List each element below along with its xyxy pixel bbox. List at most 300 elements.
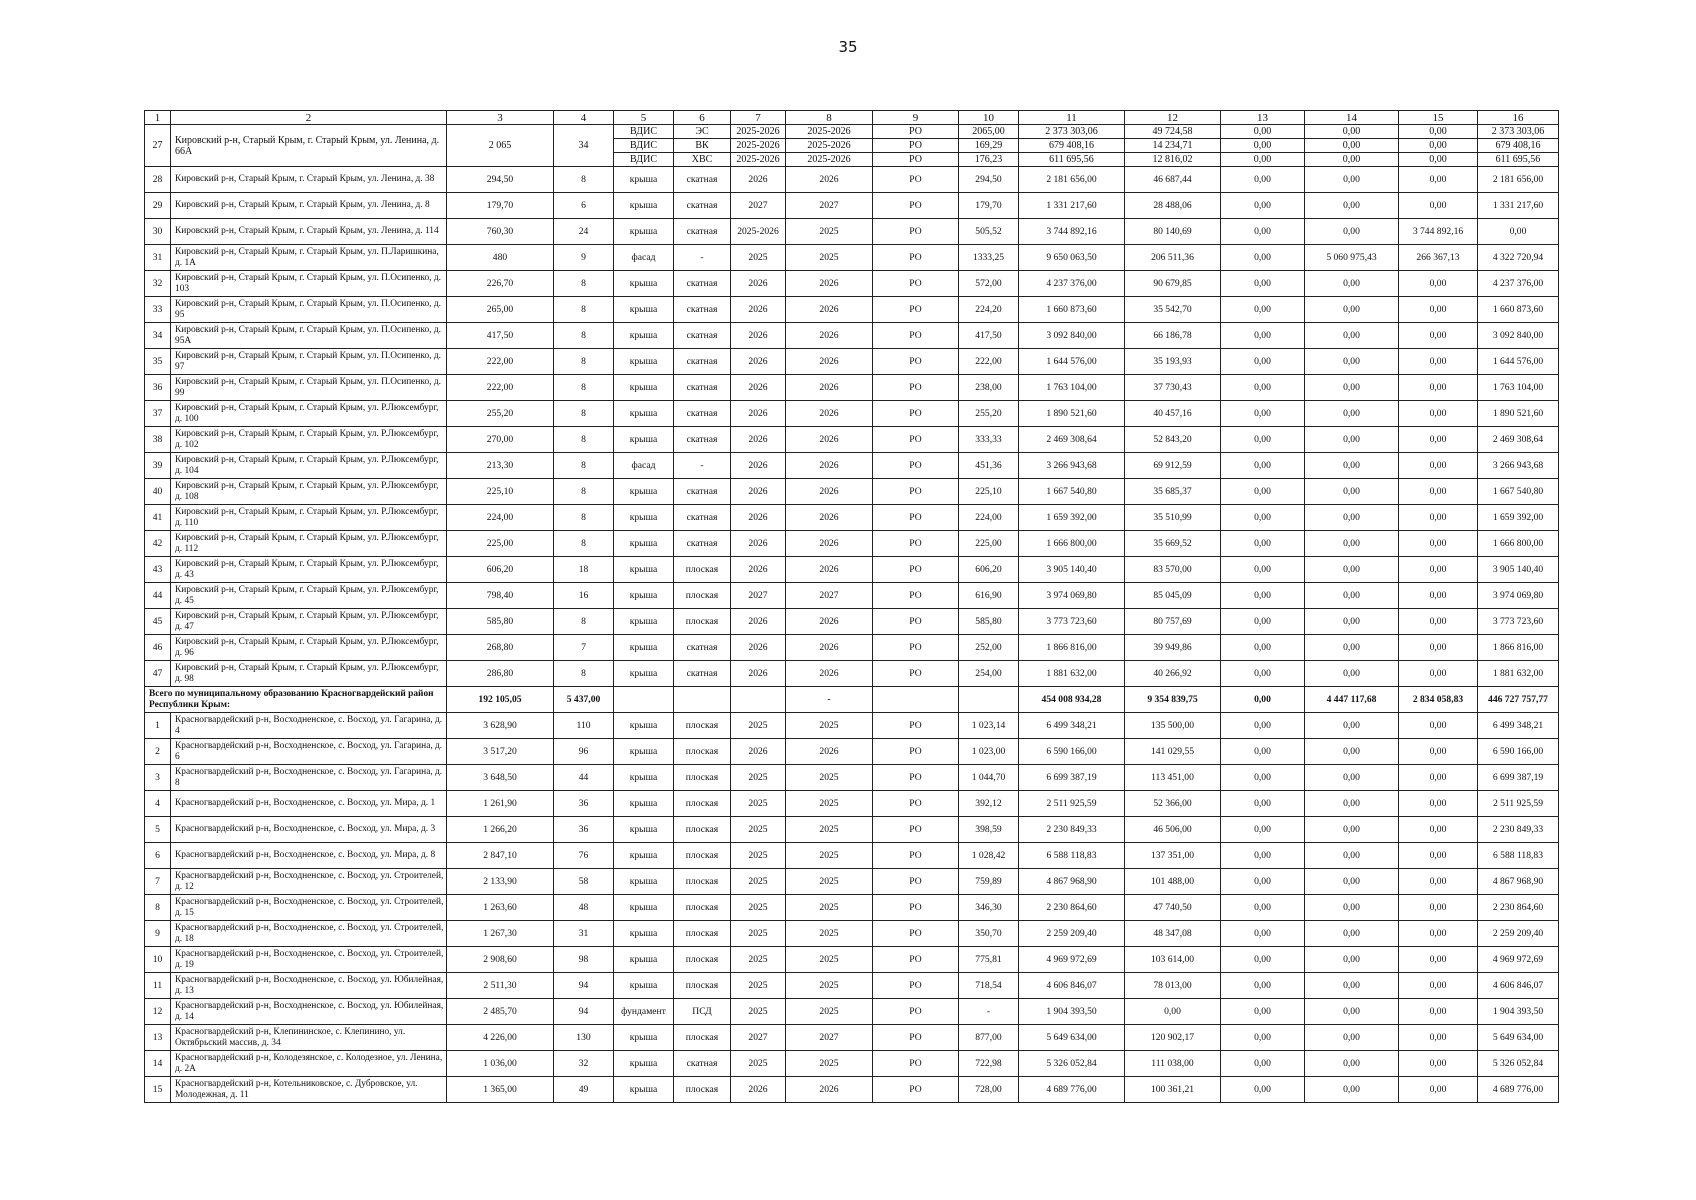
table-cell: 0,00 <box>1221 297 1305 323</box>
table-cell: 238,00 <box>959 375 1019 401</box>
total-cell <box>873 687 959 713</box>
table-cell: 350,70 <box>959 921 1019 947</box>
table-cell: 265,00 <box>447 297 554 323</box>
column-number: 1 <box>145 111 171 125</box>
table-cell: крыша <box>614 739 674 765</box>
total-cell: 0,00 <box>1221 687 1305 713</box>
table-cell: 0,00 <box>1305 219 1399 245</box>
column-number: 5 <box>614 111 674 125</box>
row-number: 35 <box>145 349 171 375</box>
table-cell: 5 326 052,84 <box>1478 1051 1559 1077</box>
table-cell: 2026 <box>786 609 873 635</box>
row-number: 36 <box>145 375 171 401</box>
table-cell: 80 757,69 <box>1125 609 1221 635</box>
table-cell: РО <box>873 297 959 323</box>
table-cell: 8 <box>554 661 614 687</box>
table-cell: 8 <box>554 505 614 531</box>
table-cell: 8 <box>554 323 614 349</box>
table-cell: 0,00 <box>1221 739 1305 765</box>
table-cell: РО <box>873 349 959 375</box>
table-row <box>145 843 1559 869</box>
table-cell: 0,00 <box>1305 765 1399 791</box>
table-cell: 3 517,20 <box>447 739 554 765</box>
table-cell: 4 322 720,94 <box>1478 245 1559 271</box>
table-cell: 4 969 972,69 <box>1019 947 1125 973</box>
address-cell: Красногвардейский р-н, Восходненское, с. Восход, ул. Строителей, д. 12 <box>171 869 447 895</box>
address-cell: Красногвардейский р-н, Восходненское, с. Восход, ул. Строителей, д. 15 <box>171 895 447 921</box>
table-cell: 0,00 <box>1221 583 1305 609</box>
table-cell: 417,50 <box>447 323 554 349</box>
table-cell: 1 036,00 <box>447 1051 554 1077</box>
table-cell: 2026 <box>731 427 786 453</box>
total-cell <box>614 687 674 713</box>
table-cell: 1 266,20 <box>447 817 554 843</box>
table-cell: 417,50 <box>959 323 1019 349</box>
row-number: 4 <box>145 791 171 817</box>
table-cell: 0,00 <box>1399 401 1478 427</box>
table-cell: 1 881 632,00 <box>1019 661 1125 687</box>
row-number: 42 <box>145 531 171 557</box>
table-cell: 254,00 <box>959 661 1019 687</box>
address-cell: Красногвардейский р-н, Восходненское, с. Восход, ул. Мира, д. 1 <box>171 791 447 817</box>
table-cell: 3 773 723,60 <box>1019 609 1125 635</box>
table-cell: 2026 <box>731 739 786 765</box>
table-cell: 0,00 <box>1399 531 1478 557</box>
table-cell: 0,00 <box>1399 921 1478 947</box>
table-cell: 451,36 <box>959 453 1019 479</box>
table-cell: РО <box>873 661 959 687</box>
table-cell: 0,00 <box>1399 375 1478 401</box>
table-cell: - <box>959 999 1019 1025</box>
table-cell: 2 259 209,40 <box>1019 921 1125 947</box>
table-cell: 255,20 <box>447 401 554 427</box>
table-cell: 8 <box>554 531 614 557</box>
table-cell: 0,00 <box>1399 973 1478 999</box>
table-cell: скатная <box>674 323 731 349</box>
table-cell: 0,00 <box>1305 125 1399 139</box>
table-cell: 6 590 166,00 <box>1019 739 1125 765</box>
table-cell: 0,00 <box>1305 323 1399 349</box>
table-row <box>145 427 1559 453</box>
table-cell: 0,00 <box>1399 167 1478 193</box>
table-row <box>145 947 1559 973</box>
table-cell: 1 365,00 <box>447 1077 554 1103</box>
table-cell: ВДИС <box>614 125 674 139</box>
table-cell: 2026 <box>731 1077 786 1103</box>
table-cell: - <box>674 245 731 271</box>
table-cell: РО <box>873 583 959 609</box>
table-cell: 398,59 <box>959 817 1019 843</box>
table-cell: 2026 <box>731 557 786 583</box>
table-cell: плоская <box>674 739 731 765</box>
table-cell: 8 <box>554 271 614 297</box>
table-cell: 0,00 <box>1305 505 1399 531</box>
page-number: 35 <box>838 38 858 56</box>
table-cell: 1 866 816,00 <box>1019 635 1125 661</box>
table-cell: 0,00 <box>1305 531 1399 557</box>
table-cell: РО <box>873 921 959 947</box>
table-cell: 48 347,08 <box>1125 921 1221 947</box>
table-cell: 80 140,69 <box>1125 219 1221 245</box>
table-row <box>145 531 1559 557</box>
table-cell: 8 <box>554 167 614 193</box>
table-cell: РО <box>873 505 959 531</box>
table-cell: 28 488,06 <box>1125 193 1221 219</box>
table-cell: 9 <box>554 245 614 271</box>
table-cell: 35 685,37 <box>1125 479 1221 505</box>
table-cell: 722,98 <box>959 1051 1019 1077</box>
table-cell: 6 499 348,21 <box>1019 713 1125 739</box>
table-cell: 1 890 521,60 <box>1478 401 1559 427</box>
column-number: 15 <box>1399 111 1478 125</box>
table-cell: 0,00 <box>1478 219 1559 245</box>
table-cell: 0,00 <box>1305 817 1399 843</box>
table-cell: 0,00 <box>1305 583 1399 609</box>
table-cell: 0,00 <box>1221 1077 1305 1103</box>
table-cell: РО <box>873 817 959 843</box>
table-cell: 0,00 <box>1399 947 1478 973</box>
table-row <box>145 125 1559 139</box>
table-cell: 0,00 <box>1399 139 1478 153</box>
table-cell: РО <box>873 557 959 583</box>
table-cell: 0,00 <box>1399 505 1478 531</box>
table-cell: плоская <box>674 817 731 843</box>
address-cell: Кировский р-н, Старый Крым, г. Старый Крым, ул. П.Осипенко, д. 95 <box>171 297 447 323</box>
table-cell: 2 511,30 <box>447 973 554 999</box>
table-cell: РО <box>873 635 959 661</box>
table-cell: 5 649 634,00 <box>1019 1025 1125 1051</box>
table-cell: 12 816,02 <box>1125 153 1221 167</box>
table-cell: 58 <box>554 869 614 895</box>
table-cell: 3 773 723,60 <box>1478 609 1559 635</box>
column-number: 12 <box>1125 111 1221 125</box>
table-cell: 31 <box>554 921 614 947</box>
table-cell: 4 867 968,90 <box>1019 869 1125 895</box>
table-cell: крыша <box>614 791 674 817</box>
table-cell: 2026 <box>786 1077 873 1103</box>
table-cell: 286,80 <box>447 661 554 687</box>
table-body <box>145 125 1559 1103</box>
table-cell: 0,00 <box>1305 1025 1399 1051</box>
table-cell: 4 969 972,69 <box>1478 947 1559 973</box>
table-cell: 2 469 308,64 <box>1019 427 1125 453</box>
table-cell: плоская <box>674 583 731 609</box>
table-cell: - <box>674 453 731 479</box>
table-cell: 2026 <box>786 661 873 687</box>
table-cell: 679 408,16 <box>1019 139 1125 153</box>
table-cell: крыша <box>614 947 674 973</box>
address-cell: Красногвардейский р-н, Восходненское, с. Восход, ул. Гагарина, д. 4 <box>171 713 447 739</box>
table-cell: 0,00 <box>1305 713 1399 739</box>
total-cell: 5 437,00 <box>554 687 614 713</box>
table-cell: 1 028,42 <box>959 843 1019 869</box>
table-row <box>145 167 1559 193</box>
table-cell: 110 <box>554 713 614 739</box>
table-cell: 8 <box>554 375 614 401</box>
table-cell: 40 457,16 <box>1125 401 1221 427</box>
table-cell: 0,00 <box>1305 139 1399 153</box>
table-cell: крыша <box>614 1051 674 1077</box>
row-number: 39 <box>145 453 171 479</box>
table-cell: 2027 <box>786 1025 873 1051</box>
table-cell: крыша <box>614 583 674 609</box>
table-cell: 252,00 <box>959 635 1019 661</box>
table-cell: 0,00 <box>1399 583 1478 609</box>
table-cell: 0,00 <box>1221 167 1305 193</box>
table-cell: РО <box>873 973 959 999</box>
table-cell: 2025 <box>786 791 873 817</box>
table-cell: крыша <box>614 895 674 921</box>
table-cell: фасад <box>614 453 674 479</box>
table-cell: РО <box>873 453 959 479</box>
table-cell: 46 506,00 <box>1125 817 1221 843</box>
table-cell: 94 <box>554 999 614 1025</box>
table-cell: 2026 <box>786 297 873 323</box>
table-cell: 2027 <box>731 193 786 219</box>
address-cell: Кировский р-н, Старый Крым, г. Старый Крым, ул. Ленина, д. 66А <box>171 125 447 167</box>
table-cell: скатная <box>674 505 731 531</box>
table-cell: 0,00 <box>1399 453 1478 479</box>
table-cell: 1 881 632,00 <box>1478 661 1559 687</box>
table-cell: 3 092 840,00 <box>1019 323 1125 349</box>
table-cell: скатная <box>674 427 731 453</box>
row-number: 32 <box>145 271 171 297</box>
table-cell: 0,00 <box>1399 557 1478 583</box>
row-number: 3 <box>145 765 171 791</box>
row-number: 14 <box>145 1051 171 1077</box>
table-cell: 0,00 <box>1305 635 1399 661</box>
table-cell: крыша <box>614 661 674 687</box>
table-cell: 266 367,13 <box>1399 245 1478 271</box>
table-cell: 16 <box>554 583 614 609</box>
table-cell: плоская <box>674 843 731 869</box>
table-cell: 4 226,00 <box>447 1025 554 1051</box>
total-cell: 454 008 934,28 <box>1019 687 1125 713</box>
table-row <box>145 973 1559 999</box>
table-cell: 2026 <box>786 323 873 349</box>
table-cell: РО <box>873 843 959 869</box>
table-cell: 6 590 166,00 <box>1478 739 1559 765</box>
table-row <box>145 375 1559 401</box>
table-cell: 2026 <box>731 609 786 635</box>
table-cell: крыша <box>614 531 674 557</box>
table-cell: 0,00 <box>1305 921 1399 947</box>
column-number: 6 <box>674 111 731 125</box>
table-cell: 0,00 <box>1399 323 1478 349</box>
address-cell: Красногвардейский р-н, Восходненское, с. Восход, ул. Юбилейная, д. 14 <box>171 999 447 1025</box>
row-number: 33 <box>145 297 171 323</box>
table-cell: скатная <box>674 401 731 427</box>
table-cell: 8 <box>554 349 614 375</box>
table-row <box>145 297 1559 323</box>
table-cell: 2 511 925,59 <box>1478 791 1559 817</box>
table-cell: 0,00 <box>1221 453 1305 479</box>
table-cell: 3 648,50 <box>447 765 554 791</box>
table-cell: 5 326 052,84 <box>1019 1051 1125 1077</box>
table-cell: 0,00 <box>1399 791 1478 817</box>
table-cell: 2 373 303,06 <box>1478 125 1559 139</box>
table-cell: 2025 <box>731 999 786 1025</box>
table-cell: 2 847,10 <box>447 843 554 869</box>
table-cell: скатная <box>674 193 731 219</box>
table-cell: 135 500,00 <box>1125 713 1221 739</box>
row-number: 6 <box>145 843 171 869</box>
row-number: 40 <box>145 479 171 505</box>
table-cell: 2 230 849,33 <box>1478 817 1559 843</box>
table-cell: 2026 <box>786 453 873 479</box>
table-cell: скатная <box>674 1051 731 1077</box>
table-cell: скатная <box>674 167 731 193</box>
table-cell: плоская <box>674 713 731 739</box>
address-cell: Кировский р-н, Старый Крым, г. Старый Крым, ул. Р.Люксембург, д. 43 <box>171 557 447 583</box>
table-cell: 2 230 864,60 <box>1478 895 1559 921</box>
repair-program-table <box>144 110 1559 1103</box>
table-row <box>145 765 1559 791</box>
table-cell: 0,00 <box>1221 713 1305 739</box>
address-cell: Красногвардейский р-н, Восходненское, с. Восход, ул. Юбилейная, д. 13 <box>171 973 447 999</box>
table-cell: 2026 <box>731 323 786 349</box>
table-cell: 179,70 <box>959 193 1019 219</box>
total-row <box>145 687 1559 713</box>
total-cell: 446 727 757,77 <box>1478 687 1559 713</box>
table-cell: 0,00 <box>1221 1025 1305 1051</box>
table-cell: 225,00 <box>447 531 554 557</box>
table-cell: 120 902,17 <box>1125 1025 1221 1051</box>
table-cell: 2026 <box>786 375 873 401</box>
table-cell: 141 029,55 <box>1125 739 1221 765</box>
table-cell: 1 666 800,00 <box>1019 531 1125 557</box>
table-cell: 137 351,00 <box>1125 843 1221 869</box>
total-cell <box>674 687 731 713</box>
table-cell: РО <box>873 375 959 401</box>
table-cell: 1 659 392,00 <box>1478 505 1559 531</box>
table-cell: плоская <box>674 1077 731 1103</box>
table-cell: 96 <box>554 739 614 765</box>
table-cell: скатная <box>674 219 731 245</box>
table-cell: 0,00 <box>1305 153 1399 167</box>
table-cell: 0,00 <box>1221 245 1305 271</box>
table-cell: 2027 <box>731 583 786 609</box>
table-cell: 3 744 892,16 <box>1399 219 1478 245</box>
table-cell: 0,00 <box>1305 349 1399 375</box>
table-row <box>145 661 1559 687</box>
address-cell: Кировский р-н, Старый Крым, г. Старый Крым, ул. Р.Люксембург, д. 104 <box>171 453 447 479</box>
table-cell: 2026 <box>786 739 873 765</box>
table-cell: 606,20 <box>447 557 554 583</box>
table-cell: 2 485,70 <box>447 999 554 1025</box>
table-cell: 8 <box>554 401 614 427</box>
table-cell: 35 542,70 <box>1125 297 1221 323</box>
table-cell: 2025 <box>731 765 786 791</box>
table-row <box>145 557 1559 583</box>
table-cell: 1 263,60 <box>447 895 554 921</box>
table-cell: 2026 <box>786 531 873 557</box>
column-number: 9 <box>873 111 959 125</box>
table-cell: 2027 <box>786 583 873 609</box>
table-cell: 346,30 <box>959 895 1019 921</box>
column-number: 7 <box>731 111 786 125</box>
address-cell: Кировский р-н, Старый Крым, г. Старый Крым, ул. П.Осипенко, д. 95А <box>171 323 447 349</box>
table-cell: 0,00 <box>1399 895 1478 921</box>
address-cell: Кировский р-н, Старый Крым, г. Старый Крым, ул. Р.Люксембург, д. 112 <box>171 531 447 557</box>
table-cell: 0,00 <box>1221 125 1305 139</box>
table-cell: 1 023,14 <box>959 713 1019 739</box>
table-cell: 222,00 <box>959 349 1019 375</box>
table-cell: 69 912,59 <box>1125 453 1221 479</box>
table-cell: 0,00 <box>1399 1077 1478 1103</box>
table-cell: 2027 <box>731 1025 786 1051</box>
table-cell: 0,00 <box>1399 739 1478 765</box>
row-number: 2 <box>145 739 171 765</box>
table-cell: 24 <box>554 219 614 245</box>
table-cell: 679 408,16 <box>1478 139 1559 153</box>
table-cell: 18 <box>554 557 614 583</box>
table-cell: 0,00 <box>1399 297 1478 323</box>
address-cell: Кировский р-н, Старый Крым, г. Старый Крым, ул. П.Осипенко, д. 97 <box>171 349 447 375</box>
table-cell: 8 <box>554 453 614 479</box>
table-cell: ПСД <box>674 999 731 1025</box>
table-cell: 44 <box>554 765 614 791</box>
table-cell: 2025 <box>786 947 873 973</box>
table-cell: 1 667 540,80 <box>1478 479 1559 505</box>
table-cell: 0,00 <box>1305 453 1399 479</box>
row-number: 47 <box>145 661 171 687</box>
table-cell: 113 451,00 <box>1125 765 1221 791</box>
table-cell: крыша <box>614 271 674 297</box>
table-cell: 0,00 <box>1221 219 1305 245</box>
table-cell: 206 511,36 <box>1125 245 1221 271</box>
row-number: 28 <box>145 167 171 193</box>
column-number: 8 <box>786 111 873 125</box>
total-cell: 2 834 058,83 <box>1399 687 1478 713</box>
table-cell: 0,00 <box>1399 479 1478 505</box>
table-cell: 4 689 776,00 <box>1478 1077 1559 1103</box>
table-cell: 0,00 <box>1221 895 1305 921</box>
table-cell: 4 237 376,00 <box>1478 271 1559 297</box>
total-cell: 192 105,05 <box>447 687 554 713</box>
table-cell: 611 695,56 <box>1019 153 1125 167</box>
address-cell: Кировский р-н, Старый Крым, г. Старый Крым, ул. Р.Люксембург, д. 100 <box>171 401 447 427</box>
table-cell: РО <box>873 765 959 791</box>
table-row <box>145 1025 1559 1051</box>
table-cell: 2026 <box>731 531 786 557</box>
table-cell: 0,00 <box>1305 479 1399 505</box>
table-row <box>145 817 1559 843</box>
table-cell: 2026 <box>731 349 786 375</box>
table-cell: плоская <box>674 947 731 973</box>
table-cell: 0,00 <box>1305 947 1399 973</box>
total-cell <box>731 687 786 713</box>
table-cell: 0,00 <box>1305 973 1399 999</box>
table-row <box>145 219 1559 245</box>
table-cell: крыша <box>614 479 674 505</box>
table-cell: 2025 <box>731 713 786 739</box>
table-cell: 0,00 <box>1399 661 1478 687</box>
table-cell: 0,00 <box>1305 167 1399 193</box>
table-cell: фундамент <box>614 999 674 1025</box>
table-cell: РО <box>873 427 959 453</box>
table-cell: 0,00 <box>1399 153 1478 167</box>
table-cell: 224,00 <box>959 505 1019 531</box>
table-cell: РО <box>873 869 959 895</box>
table-cell: 83 570,00 <box>1125 557 1221 583</box>
table-cell: 2026 <box>731 297 786 323</box>
table-row <box>145 791 1559 817</box>
table-cell: 6 588 118,83 <box>1478 843 1559 869</box>
table-cell: 0,00 <box>1221 139 1305 153</box>
table-cell: крыша <box>614 921 674 947</box>
table-cell: 2026 <box>786 167 873 193</box>
